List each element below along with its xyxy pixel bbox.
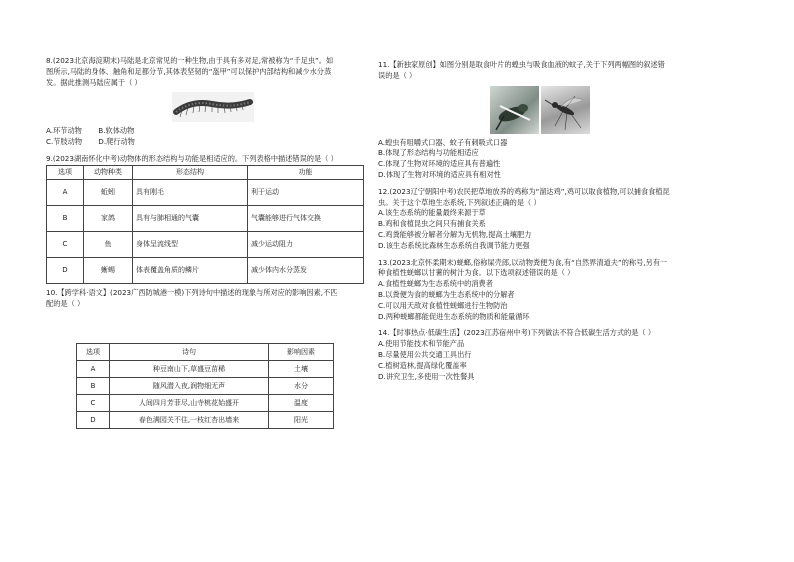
q9-table (46, 165, 364, 284)
q14-option-d[interactable]: D.讲究卫生,多使用一次性餐具 (378, 371, 475, 381)
q10-stem-line-2: 配的是（ ） (46, 298, 85, 308)
q12-option-b[interactable]: B.鸡和食植昆虫之间只有捕食关系 (378, 219, 486, 229)
q8-stem-line-1: 8.(2023北京海淀期末)马陆是北京常见的一种生物,由于具有多对足,常被称为“千足虫”。如 (46, 56, 334, 65)
table-row (47, 257, 364, 283)
question-8 (46, 56, 366, 148)
q10-cell: 温度 (269, 395, 334, 412)
table-row (77, 361, 334, 378)
q8-stem-line-2: 图所示,马陆的身体、触角和足都分节,其体表坚韧的“盔甲”可以保护内部结构和减少水分蒸 (46, 66, 332, 76)
q12-option-c[interactable]: C.鸡粪能够被分解者分解为无机物,提高土壤肥力 (378, 229, 532, 239)
q9-stem: 9.(2023湖南怀化中考)动物体的形态结构与功能是相适应的。下列表格中描述错误的是（ ） (46, 153, 338, 163)
q9-cell: 减少运动阻力 (248, 231, 364, 257)
q10-header-poem: 诗句 (110, 344, 269, 361)
q9-header-structure: 形态结构 (133, 165, 248, 179)
q13-option-a[interactable]: A.食植性蜣螂为生态系统中的消费者 (378, 279, 493, 289)
q12-stem-line-2: 虫。关于这个草地生态系统,下列叙述正确的是（ ） (378, 197, 541, 207)
q9-cell: B (47, 205, 84, 231)
grasshopper-mosquito-photos (490, 86, 590, 134)
q11-option-d[interactable]: D.体现了生物对环境的适应具有相对性 (378, 169, 501, 179)
q13-stem-line-1: 13.(2023北京怀柔期末)蜣螂,俗称屎壳郎,以动物粪便为食,有“自然界清道夫”的称号,另有一 (378, 257, 668, 267)
q14-stem: 14.【时事热点·低碳生活】(2023江苏宿州中考)下列做法不符合低碳生活方式的是（ ） (378, 328, 656, 338)
q11-stem-line-2: 误的是（ ） (378, 70, 417, 80)
q9-cell: D (47, 257, 84, 283)
q10-cell: 随风潜入夜,润物细无声 (110, 378, 269, 395)
q9-cell: 家鸽 (84, 205, 133, 231)
q9-cell: 具有与肺相通的气囊 (133, 205, 248, 231)
q14-option-c[interactable]: C.植树造林,提高绿化覆盖率 (378, 360, 467, 370)
table-row (47, 179, 364, 205)
q13-stem-line-2: 种食植性蜣螂以甘薯的树汁为食。以下选项叙述错误的是（ ） (378, 268, 575, 278)
q14-option-a[interactable]: A.使用节能技术和节能产品 (378, 339, 465, 349)
q8-option-c[interactable]: C.节肢动物 (46, 137, 83, 147)
grasshopper-icon (490, 86, 539, 134)
q9-cell: 蚯蚓 (84, 179, 133, 205)
q8-stem-line-3: 发。据此推测马陆应属于（ ） (46, 77, 142, 87)
question-13 (378, 258, 718, 323)
q10-cell: 种豆南山下,草盛豆苗稀 (110, 361, 269, 378)
left-column (46, 56, 366, 429)
q9-cell: 减少体内水分蒸发 (248, 257, 364, 283)
q12-stem-line-1: 12.(2023辽宁朝阳中考)农民把草地放养的鸡称为“溜达鸡”,鸡可以取食植物,可以捕食食植昆 (378, 186, 670, 196)
q10-stem-line-1: 10.【跨学科·语文】(2023广西防城港一模)下列诗句中描述的现象与所对应的影响因素,不匹 (46, 287, 338, 297)
grasshopper-photo (490, 86, 539, 134)
q11-option-c[interactable]: C.体现了生物对环境的适应具有普遍性 (378, 159, 501, 169)
question-11 (378, 60, 718, 181)
q12-option-d[interactable]: D.该生态系统比森林生态系统自我调节能力更强 (378, 240, 530, 250)
q10-table (76, 343, 334, 429)
q10-cell: B (77, 378, 110, 395)
millipede-photo (172, 92, 254, 122)
q9-header-function: 功能 (248, 165, 364, 179)
q8-options (46, 126, 366, 148)
q10-cell: C (77, 395, 110, 412)
right-column (378, 60, 718, 382)
millipede-icon (172, 92, 254, 122)
q8-option-b[interactable]: B.软体动物 (98, 126, 135, 136)
question-12 (378, 187, 718, 252)
q13-option-b[interactable]: B.以粪便为食的蜣螂为生态系统中的分解者 (378, 289, 515, 299)
q11-option-a[interactable]: A.蝗虫有咀嚼式口器、蚊子有刺吸式口器 (378, 137, 508, 147)
q11-stem-line-1: 11.【新独家原创】如图分别是取食叶片的蝗虫与吸食血液的蚊子,关于下列两幅图的叙述错 (378, 60, 665, 69)
table-row (77, 395, 334, 412)
table-row (47, 205, 364, 231)
question-9 (46, 154, 366, 284)
q13-option-c[interactable]: C.可以用天敌对食植性蜣螂进行生物防治 (378, 300, 508, 310)
q9-header-option: 选项 (47, 165, 84, 179)
q10-cell: 水分 (269, 378, 334, 395)
q11-option-b[interactable]: B.体现了形态结构与功能相适应 (378, 148, 479, 158)
q9-cell: 身体呈流线型 (133, 231, 248, 257)
mosquito-photo (541, 86, 590, 134)
q10-cell: 阳光 (269, 412, 334, 429)
q9-cell: 蜥蜴 (84, 257, 133, 283)
q9-cell: 鱼 (84, 231, 133, 257)
q10-cell: 土壤 (269, 361, 334, 378)
q10-cell: 人间四月芳菲尽,山寺桃花始盛开 (110, 395, 269, 412)
table-row (77, 378, 334, 395)
q9-cell: 体表覆盖角质的鳞片 (133, 257, 248, 283)
q10-cell: A (77, 361, 110, 378)
table-row (47, 231, 364, 257)
mosquito-icon (541, 86, 590, 134)
q8-option-d[interactable]: D.爬行动物 (98, 137, 135, 147)
q10-cell: 春色满园关不住,一枝红杏出墙来 (110, 412, 269, 429)
q13-option-d[interactable]: D.两种蜣螂都能促进生态系统的物质和能量循环 (378, 311, 530, 321)
q14-option-b[interactable]: B.尽量使用公共交通工具出行 (378, 349, 472, 359)
question-14 (378, 328, 718, 382)
q10-cell: D (77, 412, 110, 429)
q10-header-factor: 影响因素 (269, 344, 334, 361)
q9-header-animal: 动物种类 (84, 165, 133, 179)
q8-option-a[interactable]: A.环节动物 (46, 126, 82, 136)
q9-cell: 气囊能够进行气体交换 (248, 205, 364, 231)
q12-option-a[interactable]: A.该生态系统的能量最终来源于草 (378, 208, 486, 218)
q10-header-option: 选项 (77, 344, 110, 361)
question-10 (46, 288, 366, 430)
q9-cell: A (47, 179, 84, 205)
table-row (77, 412, 334, 429)
q9-cell: 利于运动 (248, 179, 364, 205)
q9-cell: C (47, 231, 84, 257)
q9-cell: 具有刚毛 (133, 179, 248, 205)
